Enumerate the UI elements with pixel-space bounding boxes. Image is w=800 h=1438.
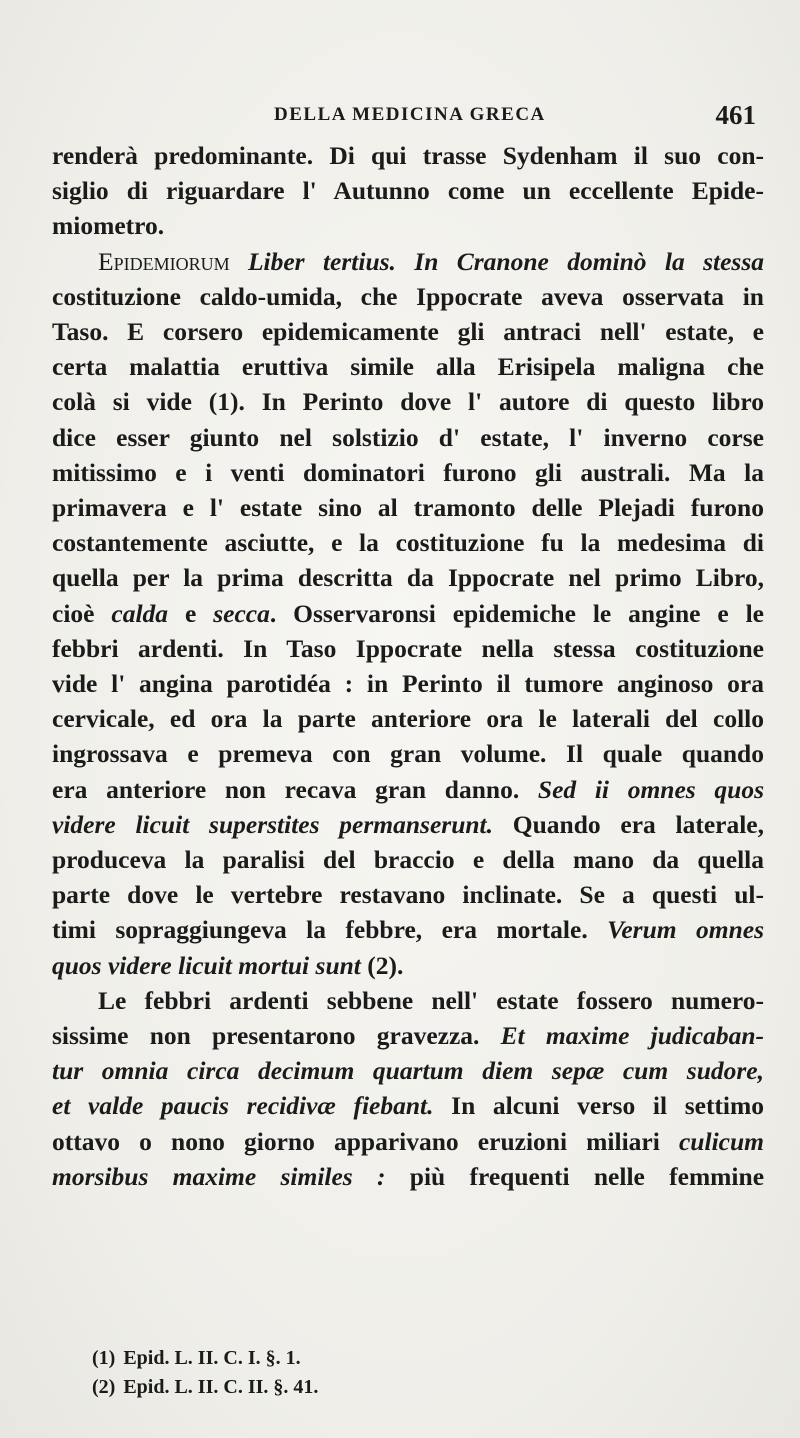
text-line: ingrossava e premeva con gran volume. Il quale quando <box>52 739 764 769</box>
text-line <box>52 912 764 947</box>
text-line <box>52 1124 764 1159</box>
italic-phrase: quos videre licuit mortui sunt <box>52 950 361 980</box>
text-fragment: . Osservaronsi epidemiche le angine e le <box>269 598 764 628</box>
text-line <box>52 807 764 842</box>
text-line <box>52 596 764 631</box>
text-line: certa malattia eruttiva simile alla Erisipela maligna che <box>52 352 764 382</box>
smallcaps-title: Epidemiorum <box>98 246 230 276</box>
italic-phrase: et valde paucis recidivæ fiebant. <box>52 1091 434 1121</box>
text-line: renderà predominante. Di qui trasse Sydenham il suo con- <box>52 141 764 170</box>
italic-word: culicum <box>678 1126 764 1156</box>
footnote-text: Epid. L. II. C. I. §. 1. <box>123 1347 301 1369</box>
footnote <box>92 1344 318 1373</box>
italic-phrase: Et maxime judicaban- <box>500 1021 765 1051</box>
italic-word: calda <box>111 598 169 628</box>
text-fragment: e <box>184 598 197 628</box>
italic-word: secca <box>213 598 270 628</box>
page-header <box>52 100 766 140</box>
text-line <box>52 244 764 279</box>
text-line <box>52 1088 764 1123</box>
text-line: quella per la prima descritta da Ippocrate nel primo Libro, <box>52 563 764 593</box>
italic-phrase: Liber tertius. In Cranone dominò la stessa <box>247 246 765 276</box>
footnote-ref: (2). <box>367 950 404 980</box>
text-fragment: sissime non presentarono gravezza. <box>52 1021 480 1051</box>
text-fragment: più frequenti nelle femmine <box>409 1161 765 1191</box>
text-fragment: cioè <box>52 598 95 628</box>
text-fragment: era anteriore non recava gran danno. <box>52 774 520 804</box>
text-fragment: timi sopraggiungeva la febbre, era mortale. <box>52 915 588 945</box>
footnote-mark: (2) <box>92 1376 116 1398</box>
italic-phrase: morsibus maxime similes : <box>52 1161 386 1191</box>
text-line: febbri ardenti. In Taso Ippocrate nella stessa costituzione <box>52 633 764 663</box>
text-line: costantemente asciutte, e la costituzione fu la medesima di <box>52 528 764 558</box>
text-line: miometro. <box>52 211 165 241</box>
footnote <box>92 1373 318 1402</box>
text-line <box>52 772 764 807</box>
text-line: Le febbri ardenti sebbene nell' estate fossero numero- <box>98 985 764 1015</box>
text-line <box>52 1053 764 1088</box>
text-line: siglio di riguardare l' Autunno come un eccellente Epide- <box>52 176 764 206</box>
text-line <box>52 1018 764 1053</box>
text-line: produceva la paralisi del braccio e della mano da quella <box>52 845 764 875</box>
text-fragment: In alcuni verso il settimo <box>451 1091 764 1121</box>
text-line: primavera e l' estate sino al tramonto delle Plejadi furono <box>52 493 764 523</box>
text-line: costituzione caldo-umida, che Ippocrate aveva osservata in <box>52 281 764 311</box>
text-line: cervicale, ed ora la parte anteriore ora le laterali del collo <box>52 704 764 734</box>
text-line: Taso. E corsero epidemicamente gli antraci nell' estate, e <box>52 317 764 347</box>
text-line: parte dove le vertebre restavano inclinate. Se a questi ul- <box>52 880 764 910</box>
text-line: dice esser giunto nel solstizio d' estate, l' inverno corse <box>52 422 764 452</box>
footnotes <box>92 1344 318 1402</box>
page-number: 461 <box>715 100 756 130</box>
italic-phrase: videre licuit superstites permanserunt. <box>52 809 494 839</box>
text-line <box>52 948 764 983</box>
text-line: colà si vide (1). In Perinto dove l' autore di questo libro <box>52 387 764 417</box>
text-fragment: ottavo o nono giorno apparivano eruzioni miliari <box>52 1126 660 1156</box>
italic-phrase: Sed ii omnes quos <box>537 774 765 804</box>
text-line: vide l' angina parotidéa : in Perinto il tumore anginoso ora <box>52 669 764 699</box>
text-line <box>52 1159 764 1194</box>
footnote-mark: (1) <box>92 1347 116 1369</box>
footnote-text: Epid. L. II. C. II. §. 41. <box>123 1376 319 1398</box>
running-title: DELLA MEDICINA GRECA <box>274 104 546 125</box>
text-fragment: Quando era laterale, <box>512 809 764 839</box>
main-text <box>52 138 764 1194</box>
italic-phrase: tur omnia circa decimum quartum diem sepæ cum sudore, <box>52 1056 764 1086</box>
italic-phrase: Verum omnes <box>607 915 765 945</box>
text-line: mitissimo e i venti dominatori furono gli australi. Ma la <box>52 457 764 487</box>
